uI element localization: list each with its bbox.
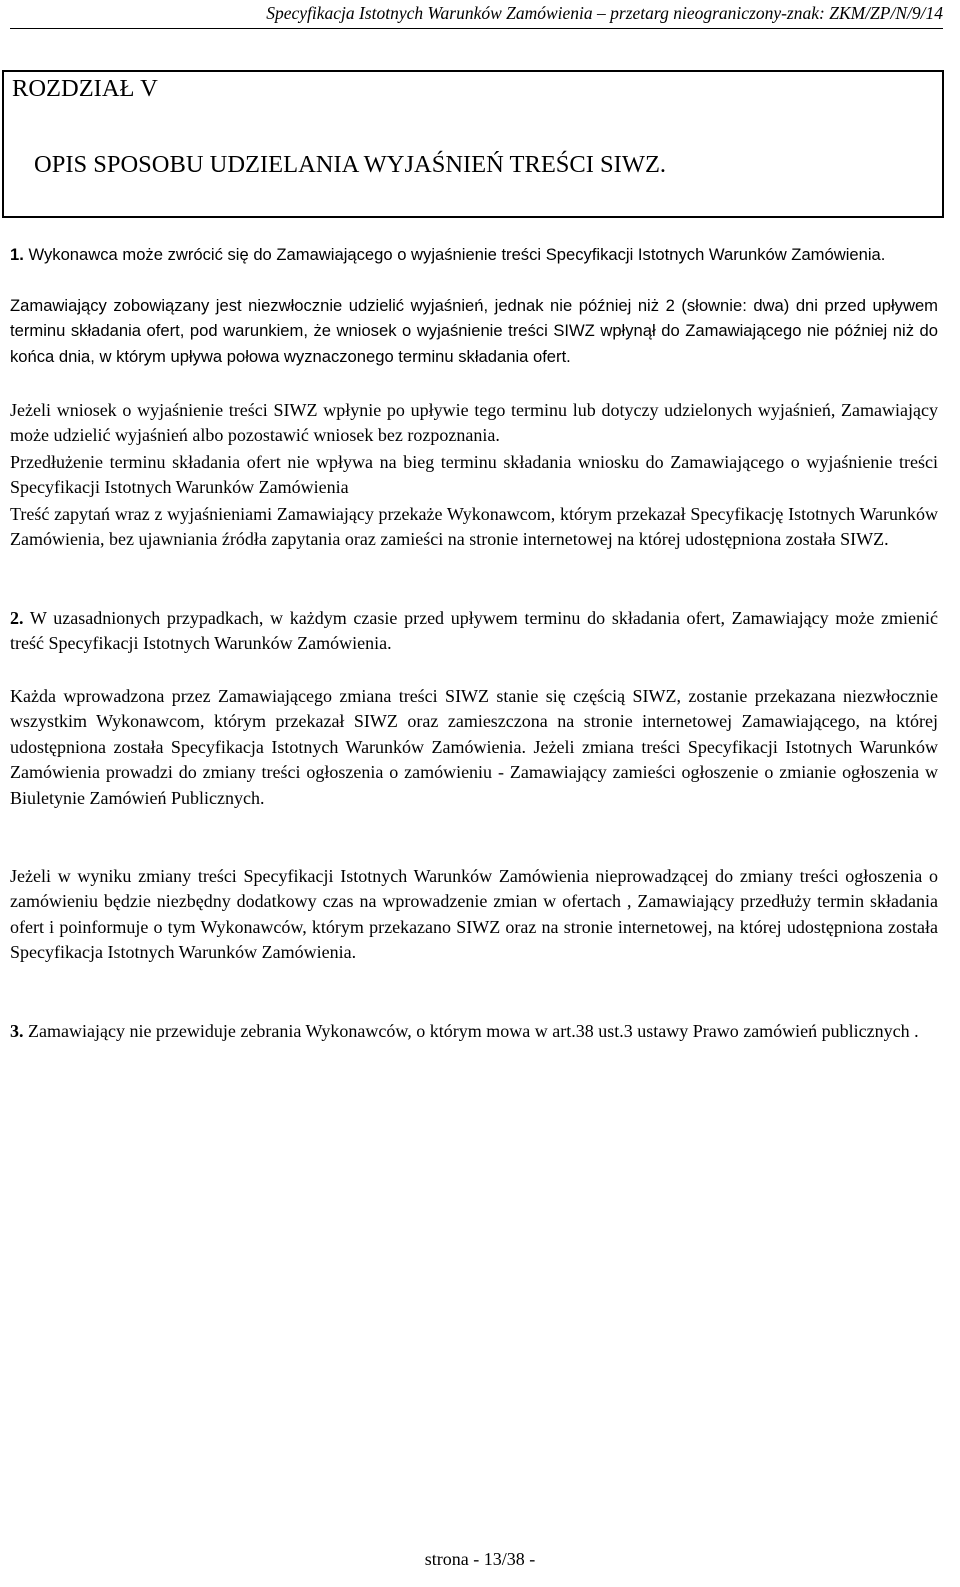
section-3-text-1: Zamawiający nie przewiduje zebrania Wykonawców, o którym mowa w art.38 ust.3 ustawy Prawo zamówień publicznych .	[28, 1021, 919, 1041]
section-1-paragraph-2: Zamawiający zobowiązany jest niezwłocznie udzielić wyjaśnień, jednak nie później niż 2 (słownie: dwa) dni przed upływem terminu składania ofert, pod warunkiem, że wniosek o wyjaśnienie treści SIWZ wpłynął do Zamawiającego nie później niż do końca dnia, w którym upływa połowa wyznaczonego terminu składania ofert.	[10, 296, 938, 366]
chapter-title: OPIS SPOSOBU UDZIELANIA WYJAŚNIEŃ TREŚCI SIWZ.	[34, 151, 667, 178]
section-1-text-1: Wykonawca może zwrócić się do Zamawiającego o wyjaśnienie treści Specyfikacji Istotnych Warunków Zamówienia.	[28, 245, 886, 264]
section-1-paragraph-5: Treść zapytań wraz z wyjaśnieniami Zamawiający przekaże Wykonawcom, którym przekazał Specyfikację Istotnych Warunków Zamówienia, bez ujawniania źródła zapytania oraz zamieści na stronie internetowej na której udostępniona została SIWZ.	[10, 504, 938, 550]
section-1-paragraph-3: Jeżeli wniosek o wyjaśnienie treści SIWZ wpłynie po upływie tego terminu lub dotyczy udzielonych wyjaśnień, Zamawiający może udzielić wyjaśnień albo pozostawić wniosek bez rozpoznania.	[10, 400, 938, 446]
page-number-footer: strona - 13/38 -	[424, 1549, 536, 1569]
section-3-paragraph-1	[10, 1019, 938, 1044]
section-2-paragraph-3: Jeżeli w wyniku zmiany treści Specyfikacji Istotnych Warunków Zamówienia nieprowadzącej do zmiany treści ogłoszenia o zamówieniu będzie niezbędny dodatkowy czas na wprowadzenie zmian w ofertach , Zamawiający przedłuży termin składania ofert i poinformuje o tym Wykonawców, którym przekazano SIWZ oraz na stronie internetowej, na której udostępniona została Specyfikacja Istotnych Warunków Zamówienia.	[10, 866, 938, 963]
chapter-heading-box	[2, 70, 944, 218]
section-2-paragraph-2: Każda wprowadzona przez Zamawiającego zmiana treści SIWZ stanie się częścią SIWZ, zostanie przekazana niezwłocznie wszystkim Wykonawcom, którym przekazał SIWZ oraz zamieszczona na stronie internetowej Zamawiającego, na której udostępniona została Specyfikacja Istotnych Warunków Zamówienia. Jeżeli zmiana treści Specyfikacji Istotnych Warunków Zamówienia prowadzi do zmiany treści ogłoszenia o zamówieniu - Zamawiający zamieści ogłoszenie o zmianie ogłoszenia w Biuletynie Zamówień Publicznych.	[10, 686, 938, 808]
section-1-number: 1.	[10, 245, 24, 264]
section-1-paragraph-1	[10, 242, 938, 267]
section-1-paragraph-4: Przedłużenie terminu składania ofert nie wpływa na bieg terminu składania wniosku do Zamawiającego o wyjaśnienie treści Specyfikacji Istotnych Warunków Zamówienia	[10, 452, 938, 498]
chapter-label: ROZDZIAŁ V	[12, 75, 158, 102]
running-header: Specyfikacja Istotnych Warunków Zamówienia – przetarg nieograniczony-znak: ZKM/ZP/N/9/14	[266, 3, 943, 23]
section-3-number: 3.	[10, 1021, 24, 1041]
section-2-number: 2.	[10, 608, 24, 628]
header-divider	[10, 28, 943, 29]
section-2-paragraph-1	[10, 606, 938, 657]
section-2-text-1: W uzasadnionych przypadkach, w każdym czasie przed upływem terminu do składania ofert, Zamawiający może zmienić treść Specyfikacji Istotnych Warunków Zamówienia.	[10, 608, 938, 654]
